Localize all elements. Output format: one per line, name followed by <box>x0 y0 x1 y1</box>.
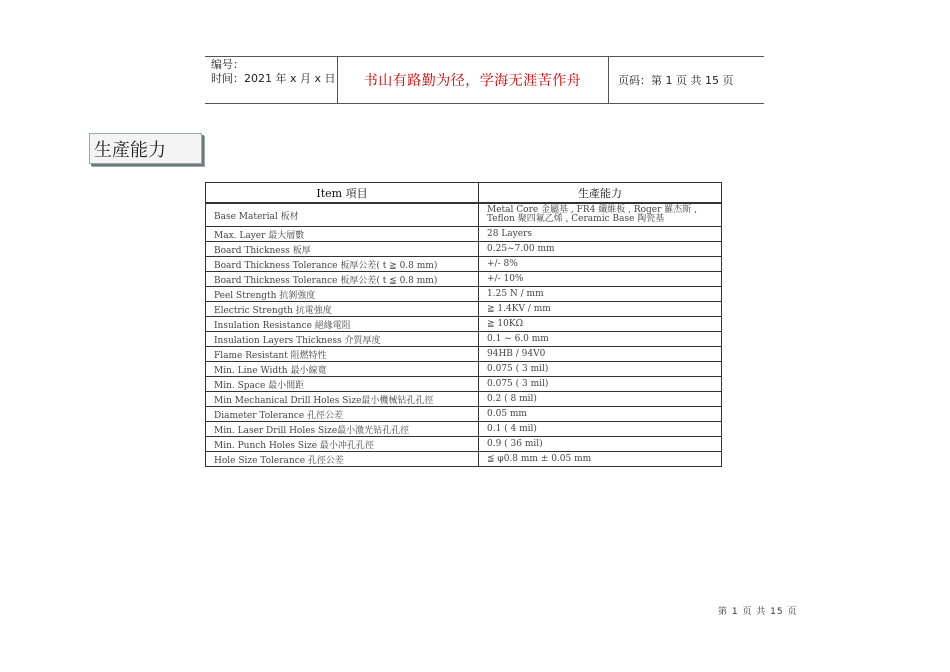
item-cell: Peel Strength 抗剝強度 <box>206 287 479 302</box>
table-row <box>206 302 722 317</box>
item-cell: Insulation Resistance 絕緣電阻 <box>206 317 479 332</box>
item-cell: Board Thickness Tolerance 板厚公差( t ≦ 0.8 mm) <box>206 272 479 287</box>
table-row <box>206 317 722 332</box>
value-cell: 94HB / 94V0 <box>479 347 722 362</box>
value-cell: ≧ 10KΩ <box>479 317 722 332</box>
item-cell: Min. Laser Drill Holes Size最小激光钻孔孔徑 <box>206 422 479 437</box>
table-row <box>206 347 722 362</box>
value-cell: Metal Core 金屬基 , FR4 纖維板 , Roger 羅杰斯 , Teflon 聚四氟乙烯 , Ceramic Base 陶瓷基 <box>479 203 722 227</box>
table-row <box>206 452 722 467</box>
section-title: 生產能力 <box>89 133 202 164</box>
header-divider <box>608 56 609 103</box>
item-cell: Diameter Tolerance 孔徑公差 <box>206 407 479 422</box>
value-cell: +/- 8% <box>479 257 722 272</box>
table-row <box>206 227 722 242</box>
item-cell: Insulation Layers Thickness 介質厚度 <box>206 332 479 347</box>
item-cell: Board Thickness Tolerance 板厚公差( t ≧ 0.8 mm) <box>206 257 479 272</box>
table-row <box>206 203 722 227</box>
document-code-label: 编号： <box>211 58 244 71</box>
table-row <box>206 287 722 302</box>
value-cell: 0.075 ( 3 mil) <box>479 362 722 377</box>
table-row <box>206 407 722 422</box>
table-row <box>206 272 722 287</box>
item-cell: Min. Punch Holes Size 最小冲孔孔徑 <box>206 437 479 452</box>
header-motto: 书山有路勤为径，学海无涯苦作舟 <box>363 72 582 89</box>
capability-table <box>205 182 722 467</box>
page-footer: 第 1 页 共 15 页 <box>718 607 798 617</box>
table-row <box>206 392 722 407</box>
item-cell: Min. Space 最小間距 <box>206 377 479 392</box>
header-page-info: 页码：第 1 页 共 15 页 <box>618 73 734 87</box>
table-row <box>206 377 722 392</box>
document-time: 时间：2021 年 x 月 x 日 <box>211 72 336 85</box>
item-cell: Min Mechanical Drill Holes Size最小機械钻孔孔徑 <box>206 392 479 407</box>
value-cell: 0.25~7.00 mm <box>479 242 722 257</box>
item-cell: Max. Layer 最大層數 <box>206 227 479 242</box>
table-row <box>206 242 722 257</box>
value-cell: 0.1 ( 4 mil) <box>479 422 722 437</box>
value-cell: ≦ φ0.8 mm ± 0.05 mm <box>479 452 722 467</box>
table-row <box>206 332 722 347</box>
value-cell: 0.05 mm <box>479 407 722 422</box>
item-cell: Electric Strength 抗電強度 <box>206 302 479 317</box>
column-header-item: Item 項目 <box>206 183 479 204</box>
item-cell: Base Material 板材 <box>206 203 479 227</box>
header-bottom-rule <box>205 103 764 104</box>
value-cell: ≧ 1.4KV / mm <box>479 302 722 317</box>
value-cell: +/- 10% <box>479 272 722 287</box>
table-row <box>206 257 722 272</box>
column-header-capability: 生產能力 <box>479 183 722 204</box>
header-meta <box>211 58 336 86</box>
value-cell: 28 Layers <box>479 227 722 242</box>
item-cell: Board Thickness 板厚 <box>206 242 479 257</box>
table-row <box>206 422 722 437</box>
item-cell: Hole Size Tolerance 孔徑公差 <box>206 452 479 467</box>
table-row <box>206 437 722 452</box>
value-cell: 0.1 ~ 6.0 mm <box>479 332 722 347</box>
table-row <box>206 362 722 377</box>
item-cell: Flame Resistant 阻燃特性 <box>206 347 479 362</box>
value-cell: 0.2 ( 8 mil) <box>479 392 722 407</box>
item-cell: Min. Line Width 最小線寬 <box>206 362 479 377</box>
value-cell: 1.25 N / mm <box>479 287 722 302</box>
table-header-row <box>206 183 722 204</box>
value-cell: 0.9 ( 36 mil) <box>479 437 722 452</box>
value-cell: 0.075 ( 3 mil) <box>479 377 722 392</box>
